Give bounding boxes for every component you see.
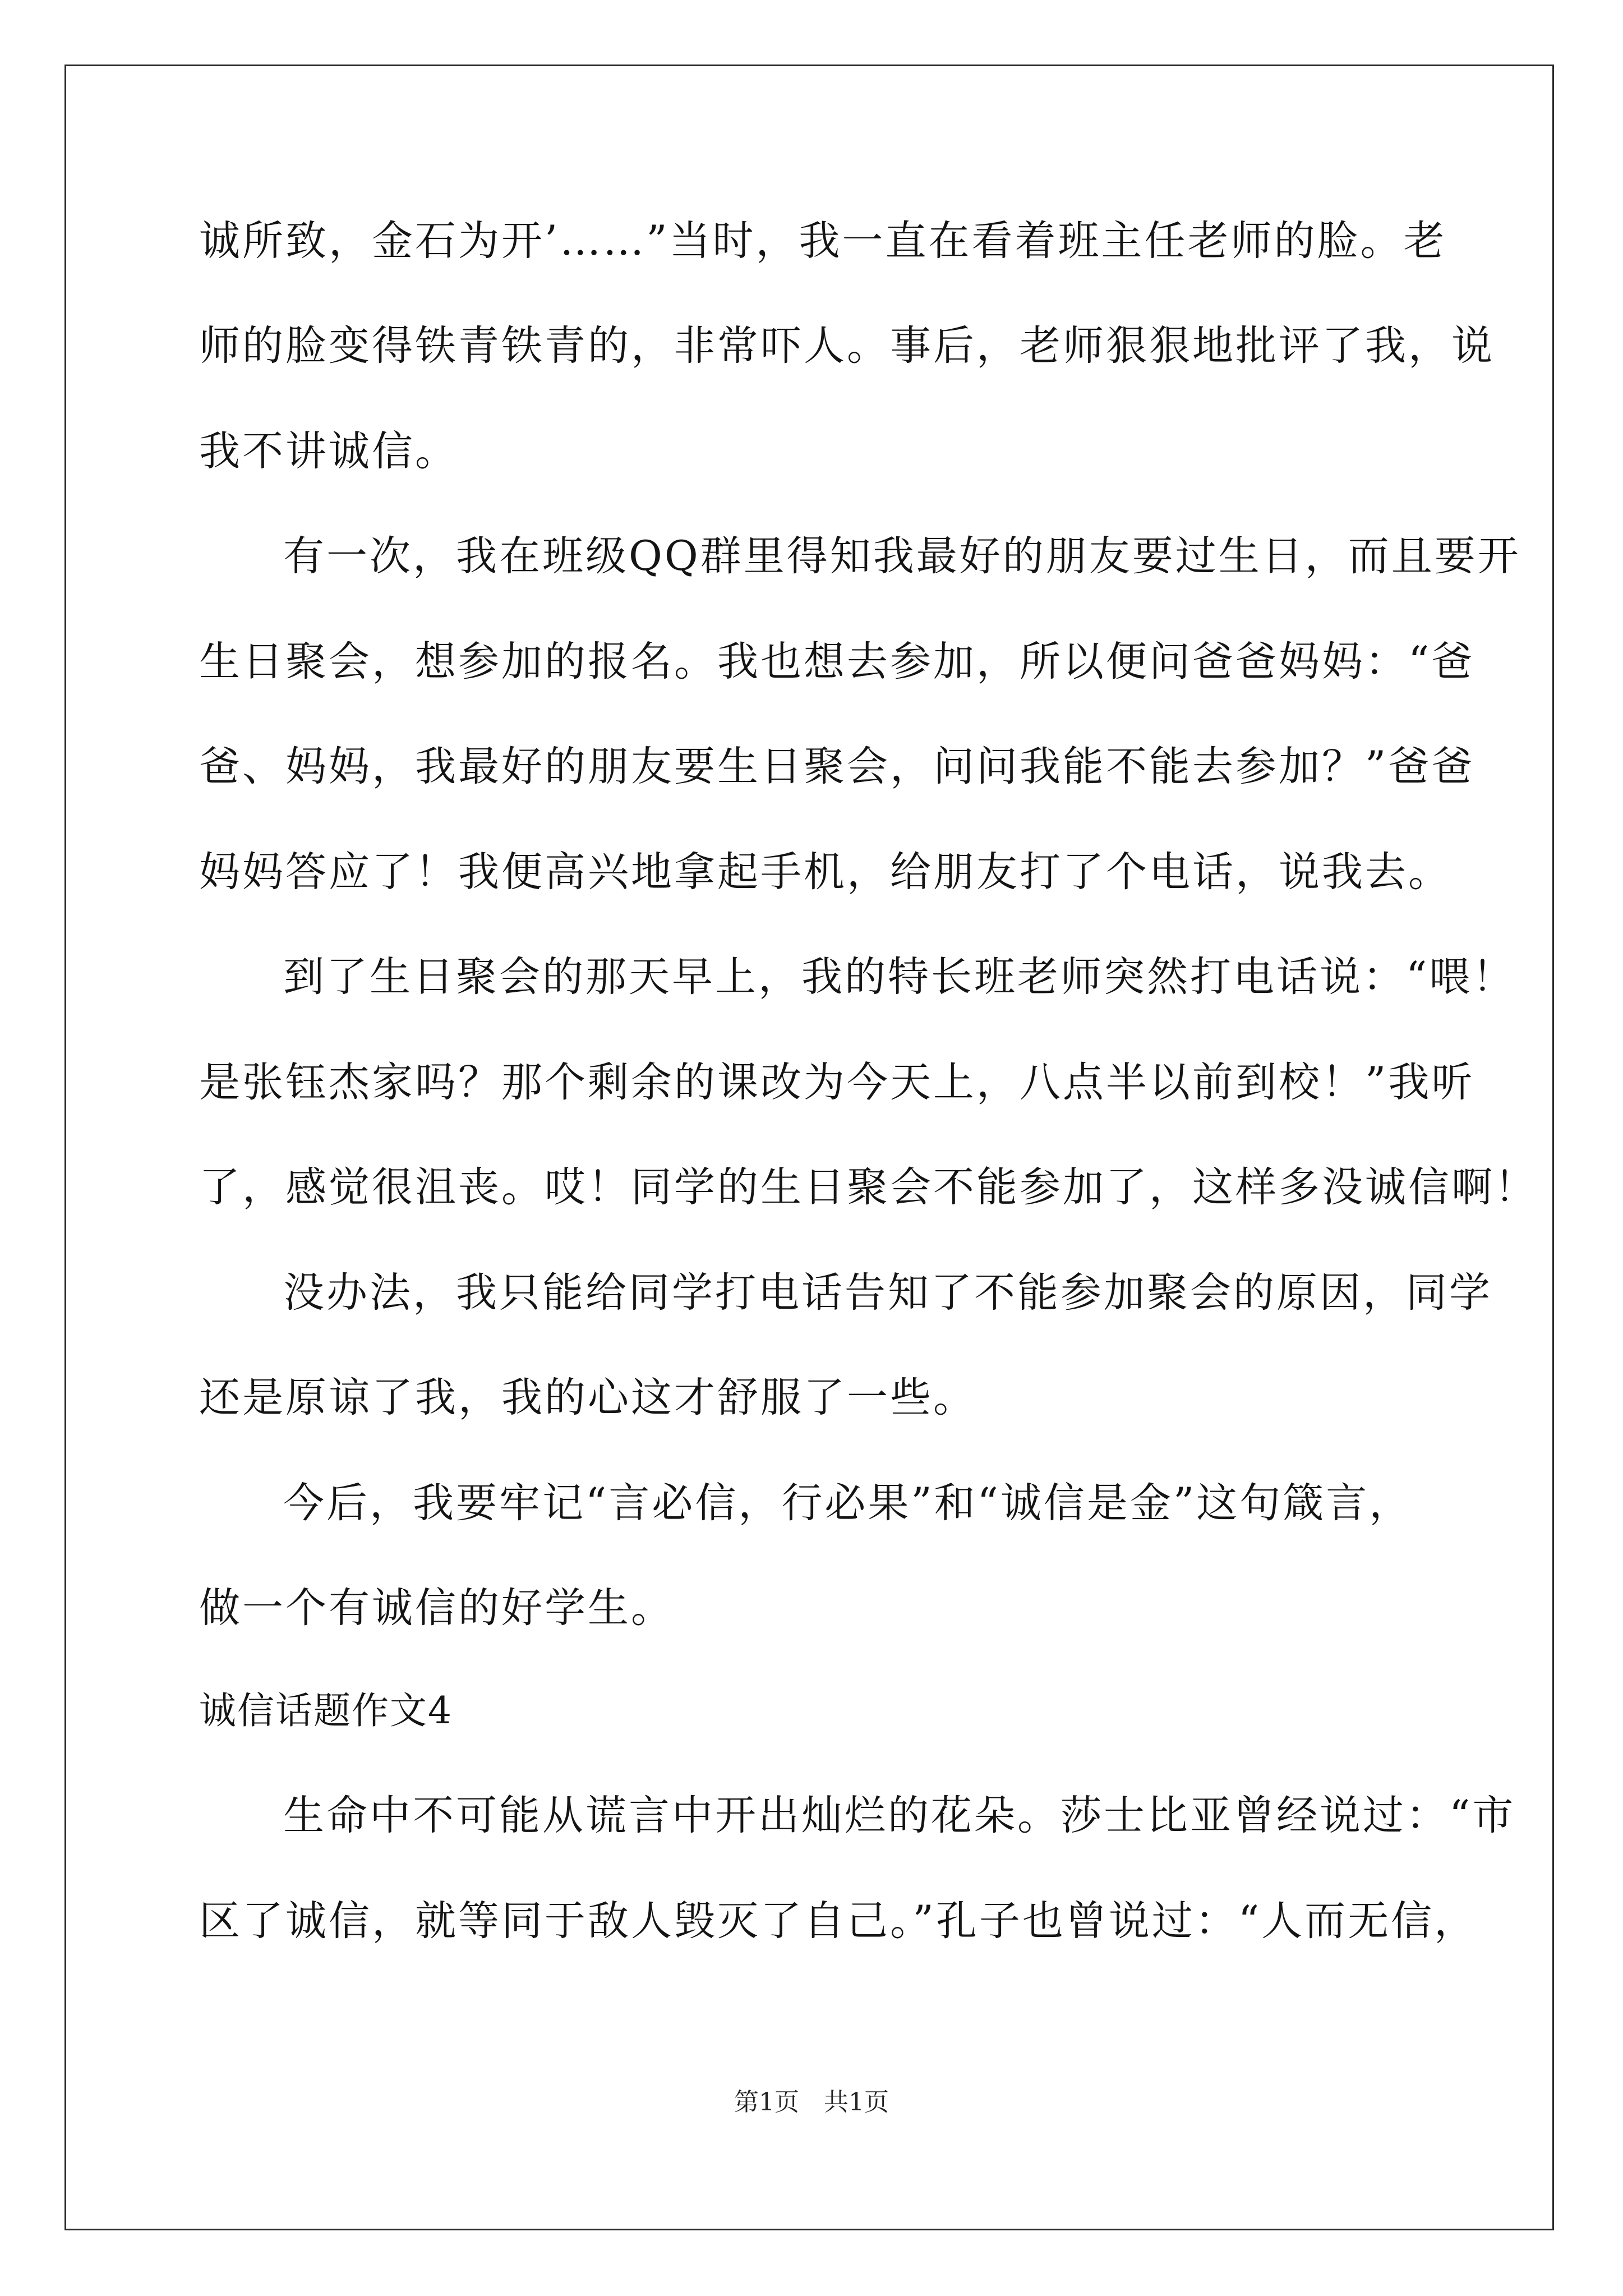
text-line: 了，感觉很沮丧。哎！同学的生日聚会不能参加了，这样多没诚信啊！ — [199, 1163, 1538, 1211]
text-line: 生命中不可能从谎言中开出灿烂的花朵。莎士比亚曾经说过：“市 — [283, 1792, 1516, 1839]
text-line: 还是原谅了我，我的心这才舒服了一些。 — [199, 1374, 976, 1421]
text-line: 区了诚信，就等同于敌人毁灭了自己。”孔子也曾说过：“人而无信， — [199, 1897, 1478, 1945]
text-line: 有一次，我在班级QQ群里得知我最好的朋友要过生日，而且要开 — [283, 532, 1521, 580]
text-line: 生日聚会，想参加的报名。我也想去参加，所以便问爸爸妈妈：“爸 — [199, 638, 1475, 685]
text-line: 做一个有诚信的好学生。 — [199, 1584, 674, 1632]
text-line: 妈妈答应了！我便高兴地拿起手机，给朋友打了个电话，说我去。 — [199, 848, 1451, 896]
section-title: 诚信话题作文4 — [199, 1689, 453, 1732]
text-line: 今后，我要牢记“言必信，行必果”和“诚信是金”这句箴言， — [283, 1479, 1413, 1527]
text-line: 到了生日聚会的那天早上，我的特长班老师突然打电话说：“喂！ — [283, 953, 1516, 1001]
text-line: 师的脸变得铁青铁青的，非常吓人。事后，老师狠狠地批评了我，说 — [199, 322, 1495, 370]
text-line: 是张钰杰家吗？那个剩余的课改为今天上，八点半以前到校！”我听 — [199, 1059, 1475, 1106]
text-line: 诚所致，金石为开’……”当时，我一直在看着班主任老师的脸。老 — [199, 217, 1447, 265]
text-line: 爸、妈妈，我最好的朋友要生日聚会，问问我能不能去参加？”爸爸 — [199, 743, 1475, 790]
text-line: 没办法，我只能给同学打电话告知了不能参加聚会的原因，同学 — [283, 1269, 1492, 1317]
page-footer: 第1页 共1页 — [734, 2088, 889, 2116]
text-line: 我不讲诚信。 — [199, 427, 458, 475]
